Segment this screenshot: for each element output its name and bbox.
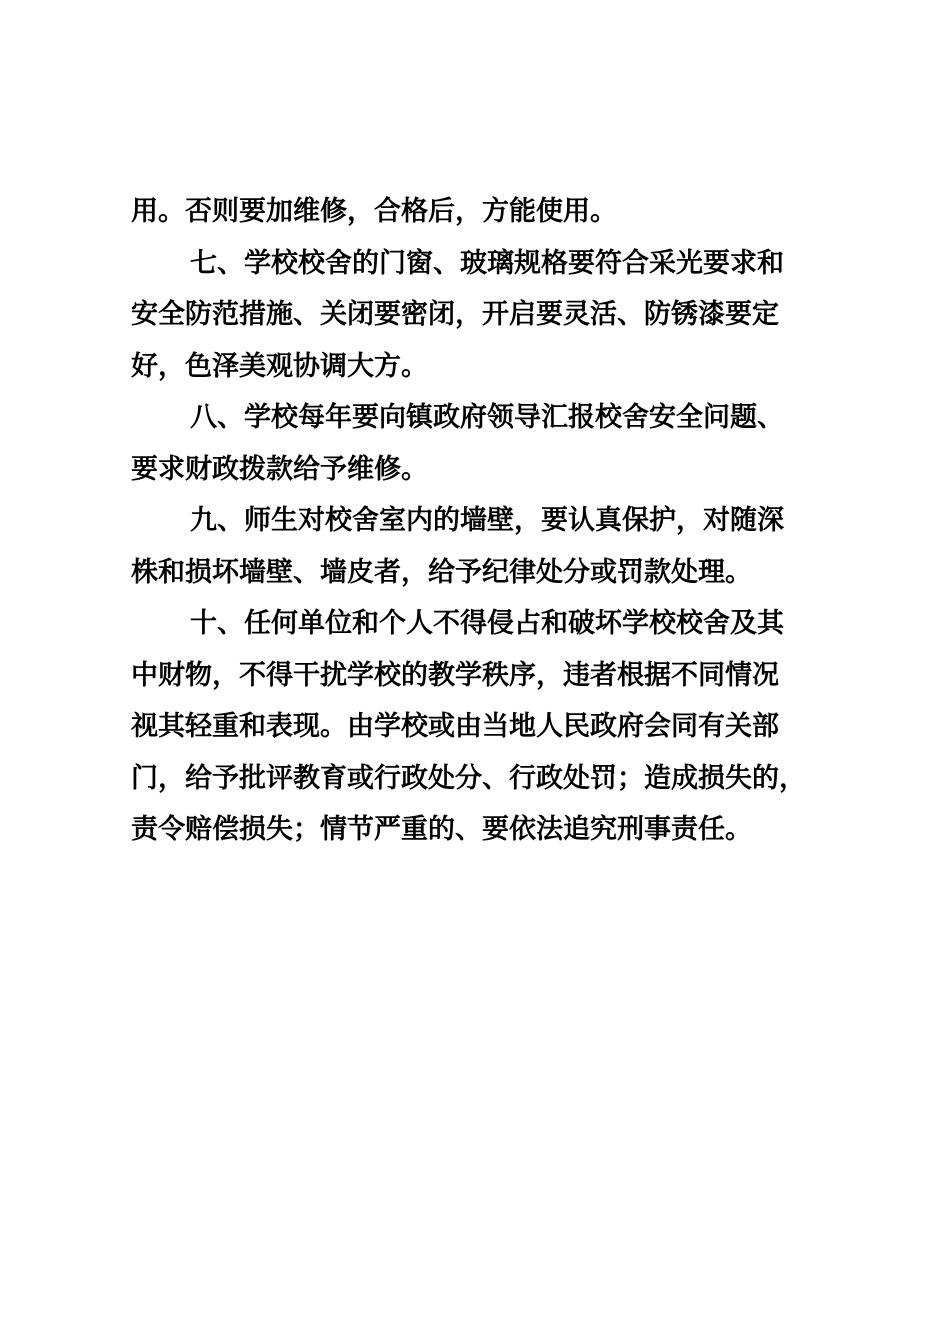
text-line: 好，色泽美观协调大方。 (131, 350, 428, 382)
paragraph-continuation (131, 186, 831, 238)
text-line: 八、学校每年要向镇政府领导汇报校舍安全问题、 (190, 402, 784, 433)
text-line: 株和损坏墙壁、墙皮者，给予纪律处分或罚款处理。 (131, 556, 752, 588)
text-line: 中财物，不得干扰学校的教学秩序，违者根据不同情况 (131, 659, 779, 691)
text-line: 十、任何单位和个人不得侵占和破坏学校校舍及其 (190, 608, 784, 639)
paragraph-item-7 (131, 238, 831, 393)
text-line: 门，给予批评教育或行政处分、行政处罚；造成损失的， (131, 762, 806, 794)
text-line: 九、师生对校舍室内的墙壁，要认真保护，对随深 (190, 505, 784, 536)
paragraph-item-8 (131, 392, 831, 495)
document-body (131, 186, 831, 856)
paragraph-item-9 (131, 495, 831, 598)
paragraph-item-10 (131, 598, 831, 856)
text-line: 要求财政拨款给予维修。 (131, 453, 428, 485)
text-line: 七、学校校舍的门窗、玻璃规格要符合采光要求和 (190, 247, 784, 279)
text-line: 用。否则要加维修，合格后，方能使用。 (131, 196, 617, 227)
text-line: 责令赔偿损失；情节严重的、要依法追究刑事责任。 (131, 814, 752, 845)
text-line: 安全防范措施、关闭要密闭，开启要灵活、防锈漆要定 (131, 299, 779, 330)
text-line: 视其轻重和表现。由学校或由当地人民政府会同有关部 (131, 711, 779, 742)
